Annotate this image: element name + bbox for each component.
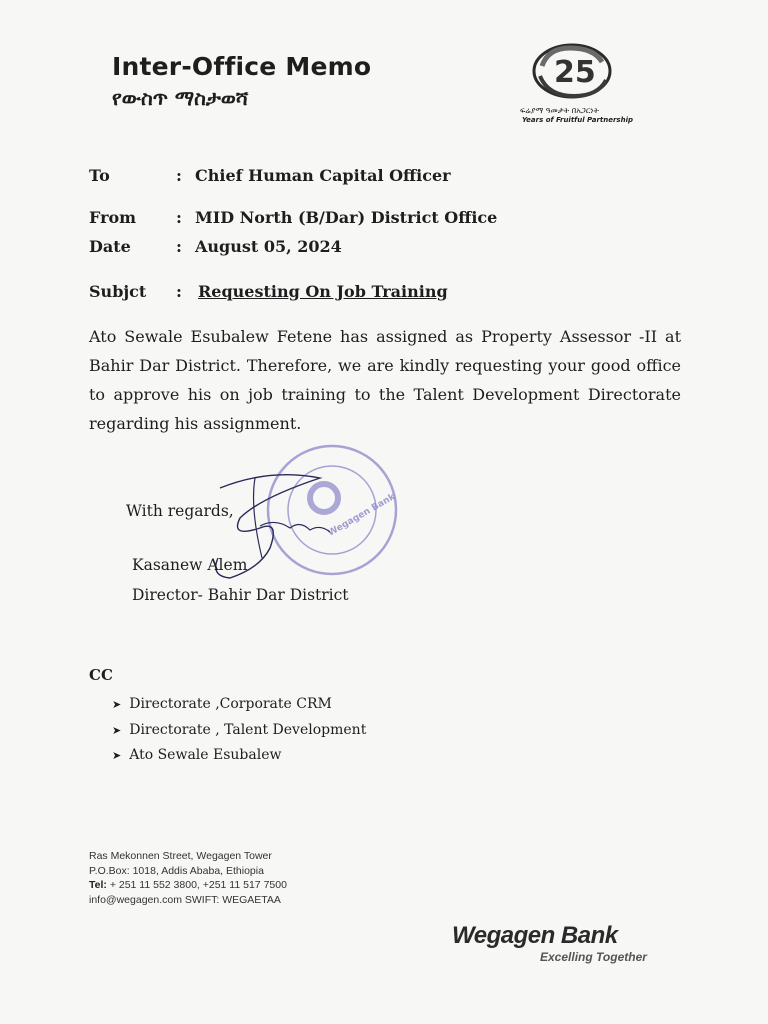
arrow-bullet-icon: ➤ [112,723,122,737]
logo-tagline: Years of Fruitful Partnership [522,116,633,124]
cc-list-item [112,722,366,738]
from-colon: : [176,208,182,227]
date-value: August 05, 2024 [195,237,342,256]
signer-name: Kasanew Alem [132,556,248,574]
stamp-text: Wegagen Bank [326,492,398,539]
date-colon: : [176,237,182,256]
memo-title-amharic: የውስጥ ማስታወሻ [112,86,249,110]
arrow-bullet-icon: ➤ [112,748,122,762]
bank-tagline: Excelling Together [540,950,647,964]
from-value: MID North (B/Dar) District Office [195,208,498,227]
footer-address [89,849,287,907]
memo-title: Inter-Office Memo [112,52,372,81]
cc-list-item [112,747,281,763]
logo-amharic-text: ፍሬያማ ዓመታት በአጋርነት [520,106,599,115]
footer-phone [89,878,287,893]
footer-tel-value: + 251 11 552 3800, +251 11 517 7500 [109,879,287,891]
to-value: Chief Human Capital Officer [195,166,451,185]
cc-item-text: Directorate , Talent Development [129,722,367,738]
footer-pobox: P.O.Box: 1018, Addis Ababa, Ethiopia [89,864,264,877]
arrow-bullet-icon: ➤ [112,697,122,711]
closing-text: With regards, [126,502,234,520]
cc-label: CC [89,666,113,684]
logo-25-icon [528,40,616,102]
date-label: Date [89,237,131,256]
subject-value: Requesting On Job Training [198,282,448,301]
signer-title: Director- Bahir Dar District [132,586,349,604]
bank-brand-name: Wegagen Bank [452,922,618,949]
subject-colon: : [176,282,182,301]
subject-label: Subjct [89,282,147,301]
cc-item-text: Directorate ,Corporate CRM [129,696,332,712]
memo-body: Ato Sewale Esubalew Fetene has assigned as Property Assessor -II at Bahir Dar District. Therefore, we are kindly requesting your good office to approve his on job training to the Talent Development Directorate regarding his assignment. [89,327,681,433]
svg-text:25: 25 [554,55,596,90]
to-label: To [89,166,110,185]
anniversary-logo [518,40,633,130]
cc-list-item [112,696,332,712]
cc-item-text: Ato Sewale Esubalew [129,747,282,763]
footer-email-swift: info@wegagen.com SWIFT: WEGAETAA [89,893,281,906]
footer-tel-label: Tel: [89,879,107,891]
footer-street: Ras Mekonnen Street, Wegagen Tower [89,850,272,862]
from-label: From [89,208,137,227]
to-colon: : [176,166,182,185]
